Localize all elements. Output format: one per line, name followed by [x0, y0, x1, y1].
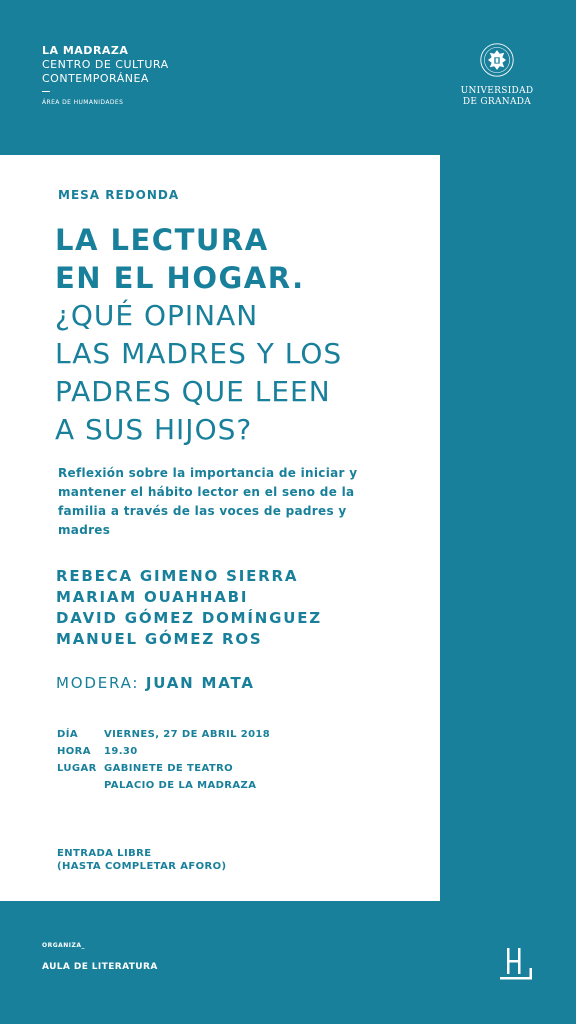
university-name-2: DE GRANADA: [462, 97, 532, 107]
title-line-4: LAS MADRES Y LOS: [55, 337, 343, 370]
aula-literatura-logo-icon: [498, 946, 534, 982]
university-seal-icon: [479, 42, 515, 78]
event-card: [0, 155, 440, 901]
org-subtitle-2: CONTEMPORÁNEA: [42, 72, 149, 85]
time-value: 19.30: [104, 746, 138, 757]
time-label: HORA: [57, 746, 91, 757]
event-description: Reflexión sobre la importancia de iniciar y mantener el hábito lector en el seno de la familia a través de las voces de padres y madres: [58, 466, 358, 537]
place-value-2: PALACIO DE LA MADRAZA: [104, 780, 257, 791]
org-subtitle-1: CENTRO DE CULTURA: [42, 58, 169, 71]
title-line-5: PADRES QUE LEEN: [55, 375, 331, 408]
organiza-label: ORGANIZA_: [42, 942, 86, 949]
moderator-name: JUAN MATA: [145, 674, 255, 692]
madraza-logo: [42, 44, 169, 110]
org-name: LA MADRAZA: [42, 44, 129, 57]
event-title: [55, 221, 425, 449]
place-label: LUGAR: [57, 763, 97, 774]
university-logo: [460, 42, 534, 108]
speaker: REBECA GIMENO SIERRA: [56, 567, 299, 585]
title-line-1: LA LECTURA: [55, 223, 269, 257]
title-line-3: ¿QUÉ OPINAN: [55, 299, 259, 332]
speaker: DAVID GÓMEZ DOMÍNGUEZ: [56, 609, 322, 627]
organizer-name: AULA DE LITERATURA: [42, 962, 158, 972]
moderator-label: MODERA:: [56, 674, 140, 692]
moderator: [56, 674, 255, 692]
speaker: MANUEL GÓMEZ ROS: [56, 630, 263, 648]
area-label: ÁREA DE HUMANIDADES: [42, 99, 124, 106]
detail-row-place: [57, 760, 270, 777]
detail-row-day: [57, 726, 270, 743]
place-value-1: GABINETE DE TEATRO: [104, 763, 234, 774]
day-label: DÍA: [57, 729, 78, 740]
speaker: MARIAM OUAHHABI: [56, 588, 249, 606]
event-type: MESA REDONDA: [58, 188, 180, 202]
detail-row-time: [57, 743, 270, 760]
entry-line-2: (HASTA COMPLETAR AFORO): [57, 861, 227, 872]
entry-line-1: ENTRADA LIBRE: [57, 848, 152, 859]
entry-info: [57, 847, 226, 873]
detail-row-place-2: [57, 777, 270, 794]
event-details: [57, 726, 270, 794]
speaker-list: [56, 566, 322, 650]
day-value: VIERNES, 27 DE ABRIL 2018: [104, 729, 271, 740]
logo-divider: [42, 91, 50, 92]
university-name-1: UNIVERSIDAD: [460, 86, 534, 96]
title-line-2: EN EL HOGAR.: [55, 261, 305, 295]
title-line-6: A SUS HIJOS?: [55, 413, 253, 446]
